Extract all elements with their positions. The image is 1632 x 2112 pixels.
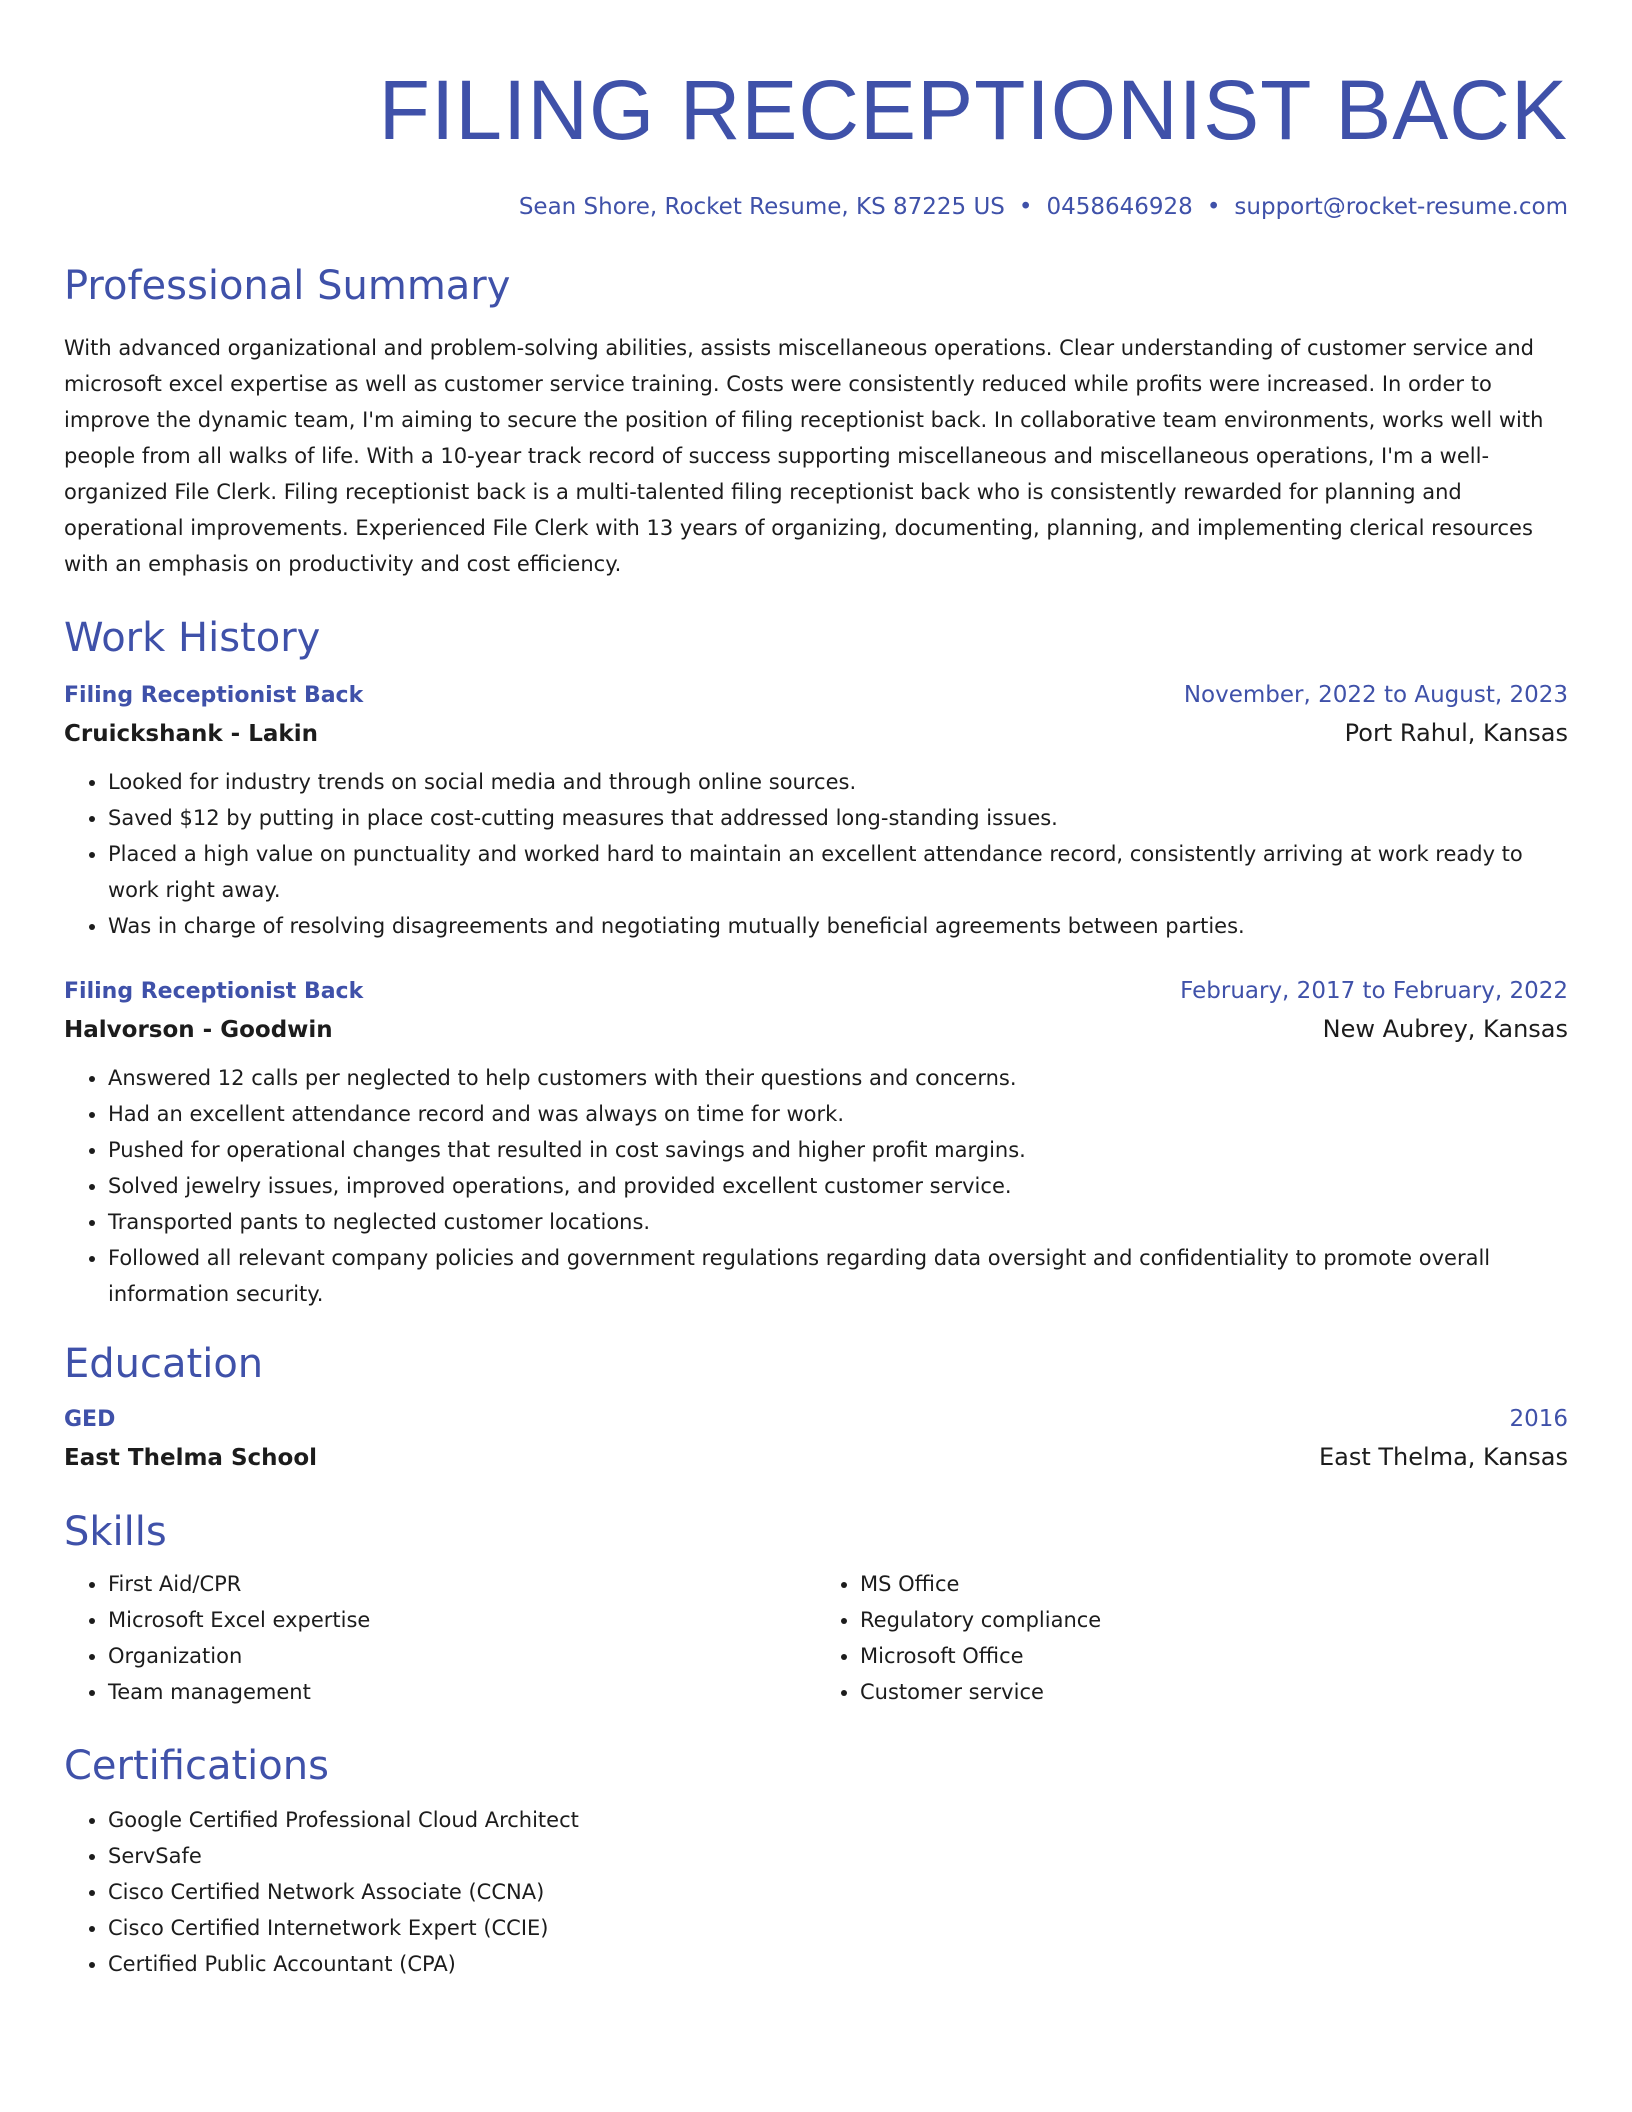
skills-title: Skills bbox=[64, 1509, 167, 1555]
certifications-section bbox=[64, 1740, 1568, 1982]
summary-section bbox=[64, 260, 1568, 582]
education-section bbox=[64, 1338, 1568, 1478]
education-school-row bbox=[64, 1437, 1568, 1478]
certification-item: • ServSafe bbox=[108, 1838, 1568, 1874]
summary-title: Professional Summary bbox=[64, 263, 511, 309]
job-bullets bbox=[64, 1060, 1568, 1312]
job-bullet: • Followed all relevant company policies and government regulations regarding data oversight and confidentiality to promote overall information security. bbox=[108, 1240, 1568, 1312]
summary-text: With advanced organizational and problem-solving abilities, assists miscellaneous operations. Clear understanding of customer service and microsoft excel expertise as well as customer service training. Costs were consistently reduced while profits were increased. In order to improve the dynamic team, I'm aiming to secure the position of filing receptionist back. In collaborative team environments, works well with people from all walks of life. With a 10-year track record of success supporting miscellaneous and miscellaneous operations, I'm a well-organized File Clerk. Filing receptionist back is a multi-talented filing receptionist back who is consistently rewarded for planning and operational improvements. Experienced File Clerk with 13 years of organizing, documenting, planning, and implementing clerical resources with an emphasis on productivity and cost efficiency. bbox=[64, 336, 1544, 576]
contact-email: support@rocket-resume.com bbox=[1234, 194, 1568, 220]
skill-item: • Organization bbox=[108, 1638, 816, 1674]
skill-item: • Regulatory compliance bbox=[860, 1602, 1568, 1638]
job-bullets bbox=[64, 764, 1568, 944]
certifications-title: Certifications bbox=[64, 1743, 329, 1789]
job-header-row bbox=[64, 678, 1568, 713]
job-bullet: • Solved jewelry issues, improved operations, and provided excellent customer service. bbox=[108, 1168, 1568, 1204]
job-location: Port Rahul, Kansas bbox=[1344, 719, 1568, 747]
job-header-row bbox=[64, 974, 1568, 1009]
job-bullet: • Had an excellent attendance record and was always on time for work. bbox=[108, 1096, 1568, 1132]
skill-item: • Microsoft Office bbox=[860, 1638, 1568, 1674]
education-degree: GED bbox=[64, 1407, 116, 1432]
contact-line bbox=[64, 192, 1568, 222]
certification-item: • Cisco Certified Network Associate (CCNA) bbox=[108, 1874, 1568, 1910]
job-entry bbox=[64, 678, 1568, 944]
job-bullet: • Saved $12 by putting in place cost-cutting measures that addressed long-standing issues. bbox=[108, 800, 1568, 836]
education-entry bbox=[64, 1402, 1568, 1478]
skill-item: • Customer service bbox=[860, 1674, 1568, 1710]
certifications-list bbox=[64, 1802, 1568, 1982]
contact-separator: • bbox=[1206, 194, 1221, 220]
contact-address: Sean Shore, Rocket Resume, KS 87225 US bbox=[518, 194, 1005, 220]
job-bullet: • Transported pants to neglected customer locations. bbox=[108, 1204, 1568, 1240]
skills-list-left bbox=[64, 1566, 816, 1710]
skill-item: • Microsoft Excel expertise bbox=[108, 1602, 816, 1638]
job-company: Halvorson - Goodwin bbox=[64, 1017, 333, 1043]
contact-separator: • bbox=[1018, 194, 1033, 220]
education-title: Education bbox=[64, 1341, 264, 1387]
job-dates: November, 2022 to August, 2023 bbox=[1183, 682, 1568, 708]
education-location: East Thelma, Kansas bbox=[1318, 1443, 1568, 1471]
skills-columns bbox=[64, 1566, 1568, 1710]
job-title: Filing Receptionist Back bbox=[64, 979, 364, 1004]
skill-item: • MS Office bbox=[860, 1566, 1568, 1602]
skill-item: • First Aid/CPR bbox=[108, 1566, 816, 1602]
resume-header bbox=[64, 60, 1568, 222]
contact-phone: 0458646928 bbox=[1046, 194, 1193, 220]
work-history-section bbox=[64, 612, 1568, 1312]
job-location: New Aubrey, Kansas bbox=[1322, 1015, 1568, 1043]
job-entry bbox=[64, 974, 1568, 1312]
job-bullet: • Looked for industry trends on social media and through online sources. bbox=[108, 764, 1568, 800]
resume-name: FILING RECEPTIONIST BACK bbox=[378, 63, 1568, 157]
skills-list-right bbox=[816, 1566, 1568, 1710]
work-history-title: Work History bbox=[64, 615, 321, 661]
certification-item: • Google Certified Professional Cloud Architect bbox=[108, 1802, 1568, 1838]
skills-section bbox=[64, 1506, 1568, 1710]
education-school: East Thelma School bbox=[64, 1445, 318, 1471]
job-bullet: • Placed a high value on punctuality and worked hard to maintain an excellent attendance record, consistently arriving at work ready to work right away. bbox=[108, 836, 1568, 908]
skill-item: • Team management bbox=[108, 1674, 816, 1710]
job-bullet: • Pushed for operational changes that resulted in cost savings and higher profit margins. bbox=[108, 1132, 1568, 1168]
certification-item: • Cisco Certified Internetwork Expert (CCIE) bbox=[108, 1910, 1568, 1946]
job-bullet: • Answered 12 calls per neglected to help customers with their questions and concerns. bbox=[108, 1060, 1568, 1096]
job-title: Filing Receptionist Back bbox=[64, 683, 364, 708]
job-company-row bbox=[64, 1009, 1568, 1050]
job-company: Cruickshank - Lakin bbox=[64, 721, 318, 747]
job-bullet: • Was in charge of resolving disagreements and negotiating mutually beneficial agreements between parties. bbox=[108, 908, 1568, 944]
certification-item: • Certified Public Accountant (CPA) bbox=[108, 1946, 1568, 1982]
education-header-row bbox=[64, 1402, 1568, 1437]
job-dates: February, 2017 to February, 2022 bbox=[1180, 978, 1568, 1004]
education-year: 2016 bbox=[1509, 1406, 1568, 1432]
job-company-row bbox=[64, 713, 1568, 754]
